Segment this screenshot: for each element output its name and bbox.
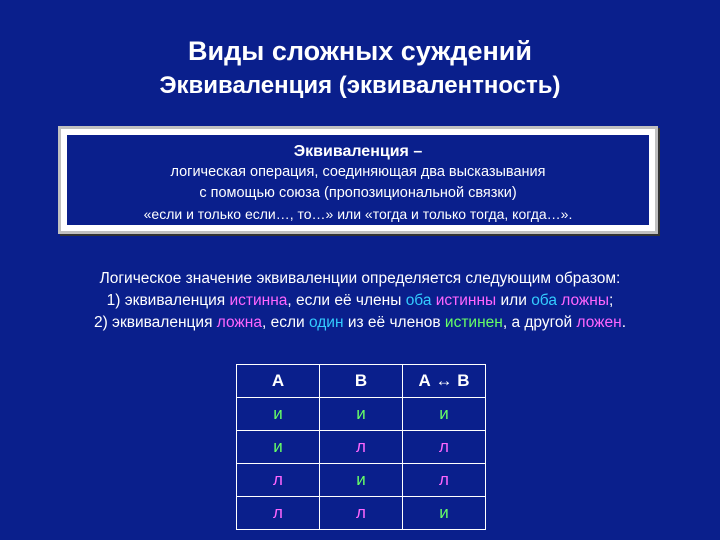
definition-content	[67, 135, 649, 225]
table-cell: и	[320, 398, 403, 431]
slide-title: Виды сложных суждений	[188, 36, 532, 66]
table-row	[237, 431, 486, 464]
rule-2	[0, 312, 720, 334]
definition-term: Эквиваленция –	[293, 143, 423, 160]
table-cell: и	[403, 398, 486, 431]
definition-line-2: с помощью союза (пропозициональной связки)	[199, 185, 517, 201]
rules-intro: Логическое значение эквиваленции определяется следующим образом:	[99, 270, 621, 287]
table-row	[237, 398, 486, 431]
table-cell: л	[403, 431, 486, 464]
rule-2-text: 2) эквиваленция	[93, 314, 217, 331]
rule-1-text: или	[496, 292, 532, 309]
rule-2-false-member: ложен	[576, 314, 622, 331]
rule-2-text: , а другой	[502, 314, 577, 331]
rule-2-text: из её членов	[343, 314, 445, 331]
header-a: А	[237, 365, 320, 398]
rule-1-both: оба	[531, 292, 557, 309]
rule-1-true: истинна	[229, 292, 288, 309]
table-cell: л	[403, 464, 486, 497]
truth-table	[236, 364, 486, 530]
rule-1-text: 1) эквиваленция	[106, 292, 230, 309]
table-cell: и	[237, 431, 320, 464]
slide-subtitle: Эквиваленция (эквивалентность)	[159, 72, 561, 99]
rule-1-true-members: истинны	[435, 292, 497, 309]
rule-1-both: оба	[405, 292, 432, 309]
table-cell: и	[320, 464, 403, 497]
rule-2-one: один	[308, 314, 344, 331]
header-equivalence: А ↔ В	[403, 365, 486, 398]
table-cell: л	[320, 431, 403, 464]
rule-1-false-members: ложны	[561, 292, 609, 309]
rule-1-text: ;	[609, 292, 614, 309]
table-cell: и	[403, 497, 486, 530]
table-cell: л	[320, 497, 403, 530]
definition-line-1: логическая операция, соединяющая два высказывания	[170, 164, 546, 180]
rule-2-false: ложна	[216, 314, 262, 331]
rule-2-text: , если	[261, 314, 309, 331]
truth-table-header	[237, 365, 486, 398]
rules-text	[0, 268, 720, 334]
table-cell: и	[237, 398, 320, 431]
rule-1	[0, 290, 720, 312]
rule-2-text: .	[621, 314, 627, 331]
rule-2-true-member: истинен	[444, 314, 503, 331]
definition-box	[58, 126, 658, 234]
definition-line-3: «если и только если…, то…» или «тогда и только тогда, когда…».	[143, 206, 573, 222]
header-b: В	[320, 365, 403, 398]
table-cell: л	[237, 497, 320, 530]
table-row	[237, 464, 486, 497]
table-row	[237, 497, 486, 530]
rule-1-text: , если её члены	[287, 292, 406, 309]
table-cell: л	[237, 464, 320, 497]
